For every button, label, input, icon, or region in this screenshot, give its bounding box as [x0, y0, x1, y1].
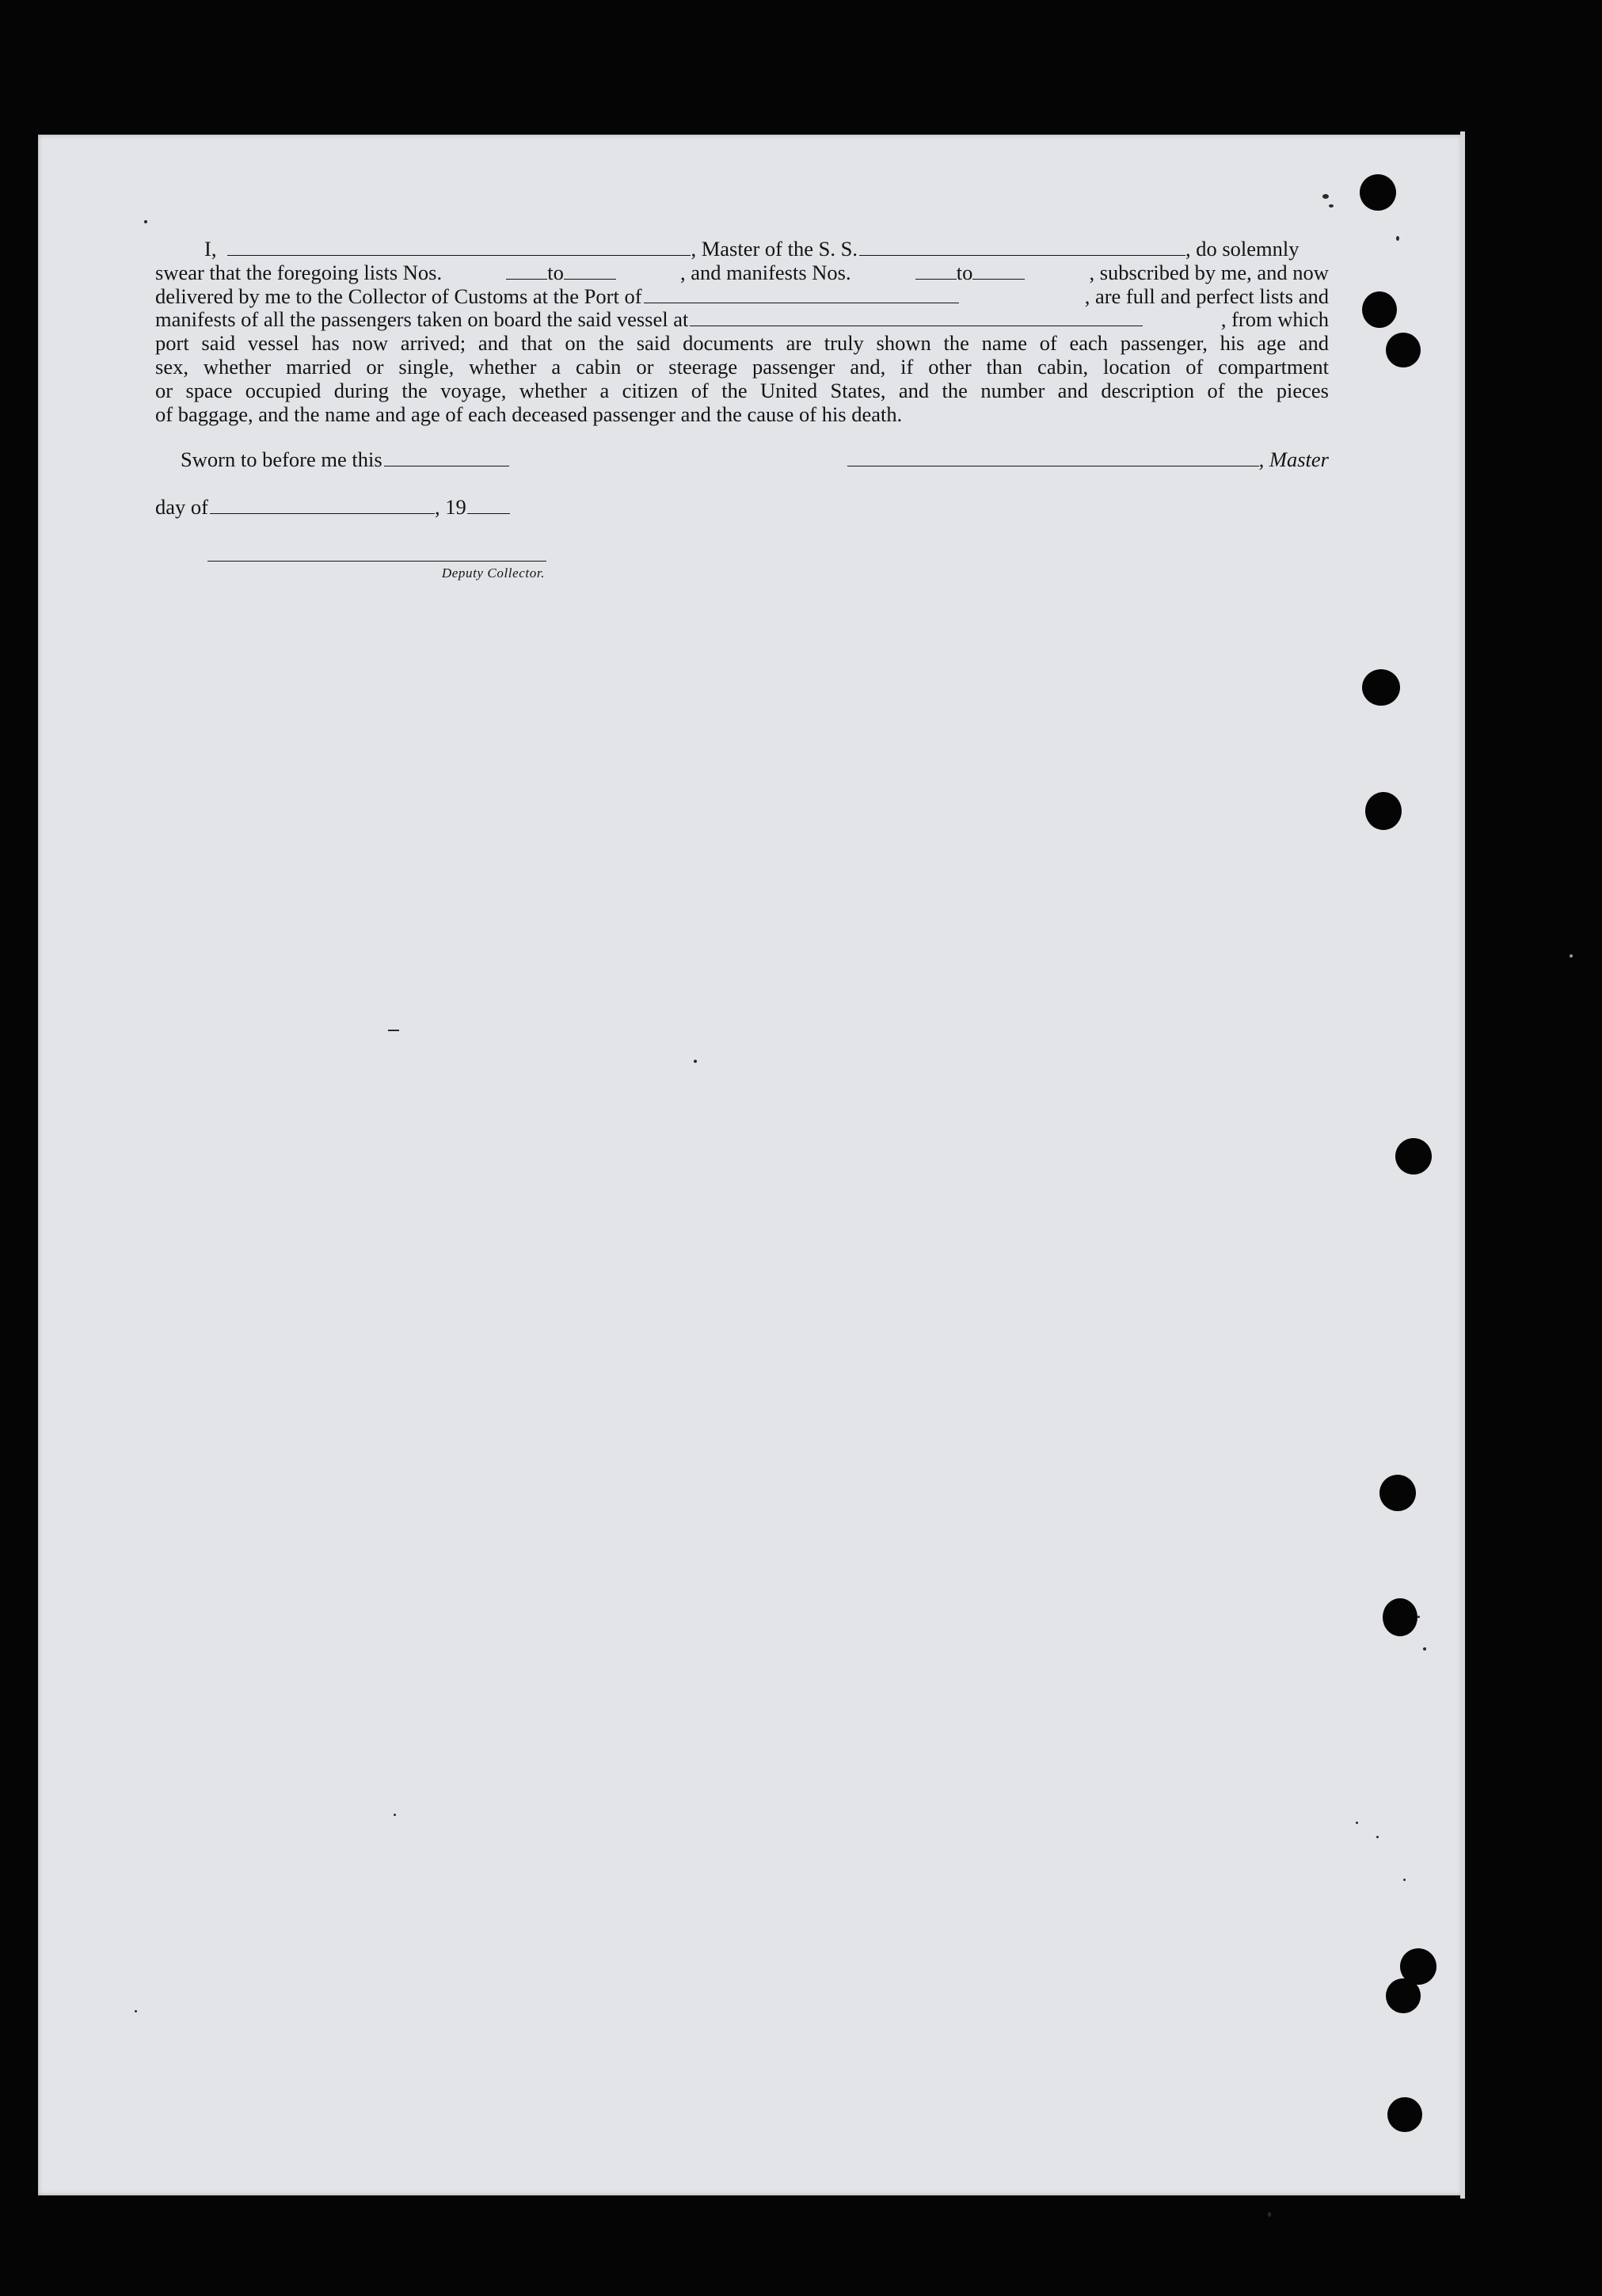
master-name-blank[interactable] [227, 238, 691, 256]
manifests-label: manifests of all the passengers taken on board the said vessel at [155, 307, 689, 332]
scan-speck [1570, 954, 1573, 958]
oath-body-line-4 [155, 403, 1329, 427]
scan-speck [694, 1060, 697, 1063]
to-label-1: to [547, 260, 564, 284]
oath-body-line-3 [155, 379, 1329, 403]
punch-hole [1395, 1138, 1432, 1175]
scan-speck [1376, 1836, 1379, 1838]
from-which-label: , from which [1220, 307, 1329, 332]
scan-speck [1268, 2212, 1271, 2217]
punch-hole [1360, 174, 1396, 211]
deputy-collector-caption: Deputy Collector. [441, 565, 545, 581]
oath-body-text-3: or space occupied during the voyage, whether a citizen of the United States, and the number and description of the pieces [155, 378, 1329, 402]
scan-speck [144, 220, 147, 223]
oath-line-4 [155, 308, 1329, 332]
scan-speck [1423, 1647, 1426, 1651]
punch-hole [1365, 792, 1402, 830]
year-prefix-label: , 19 [434, 495, 466, 519]
manifest-from-blank[interactable] [915, 261, 957, 280]
day-of-label: day of [155, 495, 208, 519]
scan-speck [1403, 1879, 1406, 1881]
oath-body-line-1 [155, 332, 1329, 356]
scan-speck [1417, 1616, 1420, 1618]
scan-speck [388, 1030, 399, 1031]
oath-line-1 [155, 238, 1329, 261]
subscribed-label: , subscribed by me, and now [1089, 260, 1329, 284]
punch-hole [1379, 1475, 1416, 1511]
sheet-edge [1460, 131, 1465, 2199]
scan-speck [1329, 204, 1334, 208]
scan-speck [135, 2010, 137, 2012]
date-row [155, 495, 510, 524]
master-label: , Master [1258, 447, 1329, 471]
oath-line-2 [155, 261, 1329, 285]
master-signature-blank[interactable] [847, 448, 1259, 466]
sworn-label: Sworn to before me this [181, 447, 382, 471]
oath-body-text-4: of baggage, and the name and age of each deceased passenger and the cause of his death. [155, 402, 903, 426]
month-blank[interactable] [210, 496, 435, 514]
port-delivered-blank[interactable] [644, 285, 959, 303]
punch-hole [1386, 333, 1421, 367]
oath-line-3 [155, 285, 1329, 309]
punch-hole [1362, 291, 1397, 328]
to-label-2: to [956, 260, 973, 284]
and-manifests-label: , and manifests Nos. [679, 260, 851, 284]
scan-speck [1322, 194, 1329, 199]
scan-speck [1356, 1822, 1358, 1824]
list-to-blank[interactable] [564, 261, 616, 280]
swear-label: swear that the foregoing lists Nos. [155, 260, 443, 284]
punch-hole [1386, 1978, 1421, 2013]
do-solemnly-label: , do solemnly [1185, 237, 1299, 261]
ship-name-blank[interactable] [859, 238, 1185, 256]
form-sheet [38, 135, 1462, 2195]
oath-pronoun: I, [204, 237, 217, 261]
punch-hole [1383, 1598, 1417, 1636]
oath-block [155, 238, 1329, 426]
port-boarded-blank[interactable] [690, 308, 1143, 326]
manifest-to-blank[interactable] [972, 261, 1025, 280]
scan-speck [1396, 236, 1399, 241]
punch-hole [1387, 2097, 1422, 2132]
deputy-signature [207, 537, 548, 581]
master-of-label: , Master of the S. S. [691, 237, 858, 261]
oath-body-text-1: port said vessel has now arrived; and that on the said documents are truly shown the name of each passenger, his age and [155, 331, 1329, 356]
sworn-row [155, 447, 1329, 476]
deputy-signature-blank[interactable] [207, 537, 546, 562]
list-from-blank[interactable] [506, 261, 547, 280]
oath-body-line-2 [155, 356, 1329, 379]
delivered-label: delivered by me to the Collector of Customs at the Port of [155, 284, 642, 308]
scan-speck [394, 1814, 396, 1816]
punch-hole [1362, 669, 1400, 706]
are-full-label: , are full and perfect lists and [1084, 284, 1329, 308]
sworn-date-blank[interactable] [384, 448, 509, 466]
year-blank[interactable] [467, 496, 510, 514]
oath-body-text-2: sex, whether married or single, whether a cabin or steerage passenger and, if other than cabin, location of compartment [155, 354, 1329, 379]
